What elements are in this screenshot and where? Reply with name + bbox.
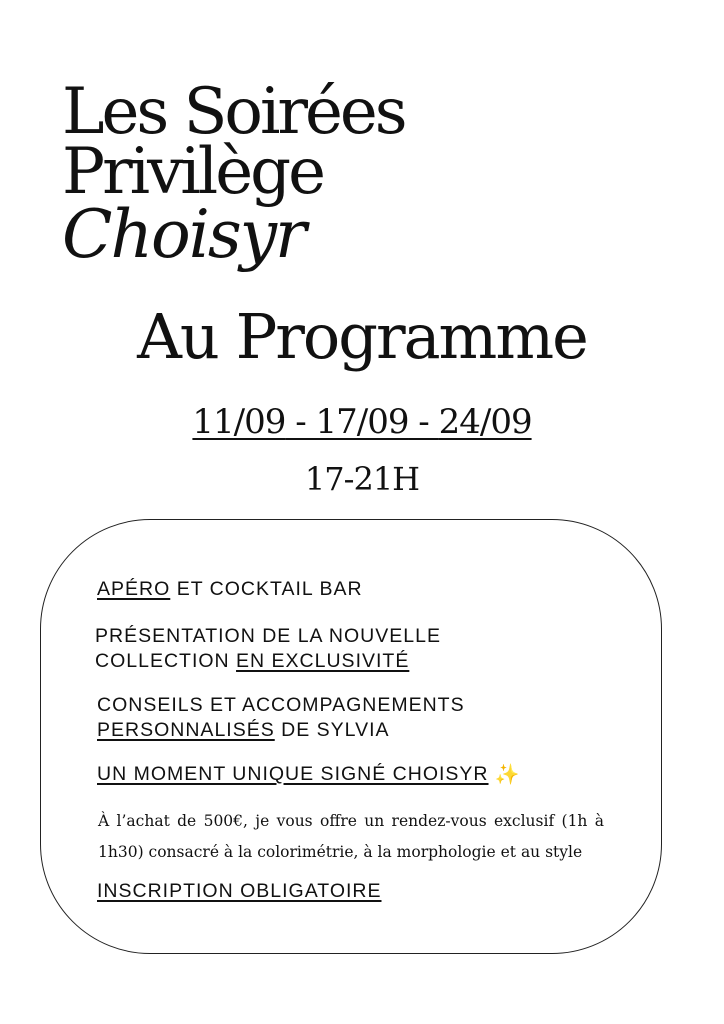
- item-moment: [97, 762, 520, 788]
- item-apero-rest: ET COCKTAIL BAR: [170, 578, 363, 600]
- item-presentation-line1: PRÉSENTATION DE LA NOUVELLE: [95, 625, 441, 647]
- item-presentation-line2: [95, 649, 441, 674]
- item-moment-underlined: UN MOMENT UNIQUE SIGNÉ CHOISYR: [97, 763, 489, 785]
- title-line-1: Les Soirées: [62, 75, 405, 149]
- sparkles-icon: ✨: [494, 764, 521, 786]
- item-conseils-line1: CONSEILS ET ACCOMPAGNEMENTS: [97, 694, 465, 716]
- item-inscription-underlined: INSCRIPTION OBLIGATOIRE: [97, 880, 382, 902]
- date-separator-1: -: [285, 402, 316, 442]
- date-2: 17/09: [315, 402, 409, 442]
- item-apero: [97, 577, 363, 602]
- event-dates: [0, 404, 724, 441]
- item-presentation-prefix: COLLECTION: [95, 650, 237, 672]
- title-line-2: Privilège: [62, 135, 323, 209]
- date-3: 24/09: [438, 402, 532, 442]
- brand-name: Choisyr: [62, 196, 305, 273]
- item-conseils-rest: DE SYLVIA: [274, 719, 390, 741]
- item-presentation-underlined: EN EXCLUSIVITÉ: [236, 650, 410, 672]
- offer-text: À l’achat de 500€, je vous offre un rendez-vous exclusif (1h à 1h30) consacré à la colorimétrie, à la morphologie et au style: [98, 812, 604, 861]
- date-separator-2: -: [408, 402, 439, 442]
- item-presentation: [95, 624, 441, 674]
- item-inscription: [97, 879, 382, 904]
- event-hours: 17-21H: [304, 460, 420, 498]
- date-1: 11/09: [192, 402, 286, 442]
- program-title: Au Programme: [137, 300, 587, 373]
- item-conseils-line2: [97, 718, 465, 743]
- item-conseils-underlined: PERSONNALISÉS: [97, 719, 275, 741]
- item-apero-underlined: APÉRO: [97, 578, 171, 600]
- item-conseils: [97, 693, 465, 743]
